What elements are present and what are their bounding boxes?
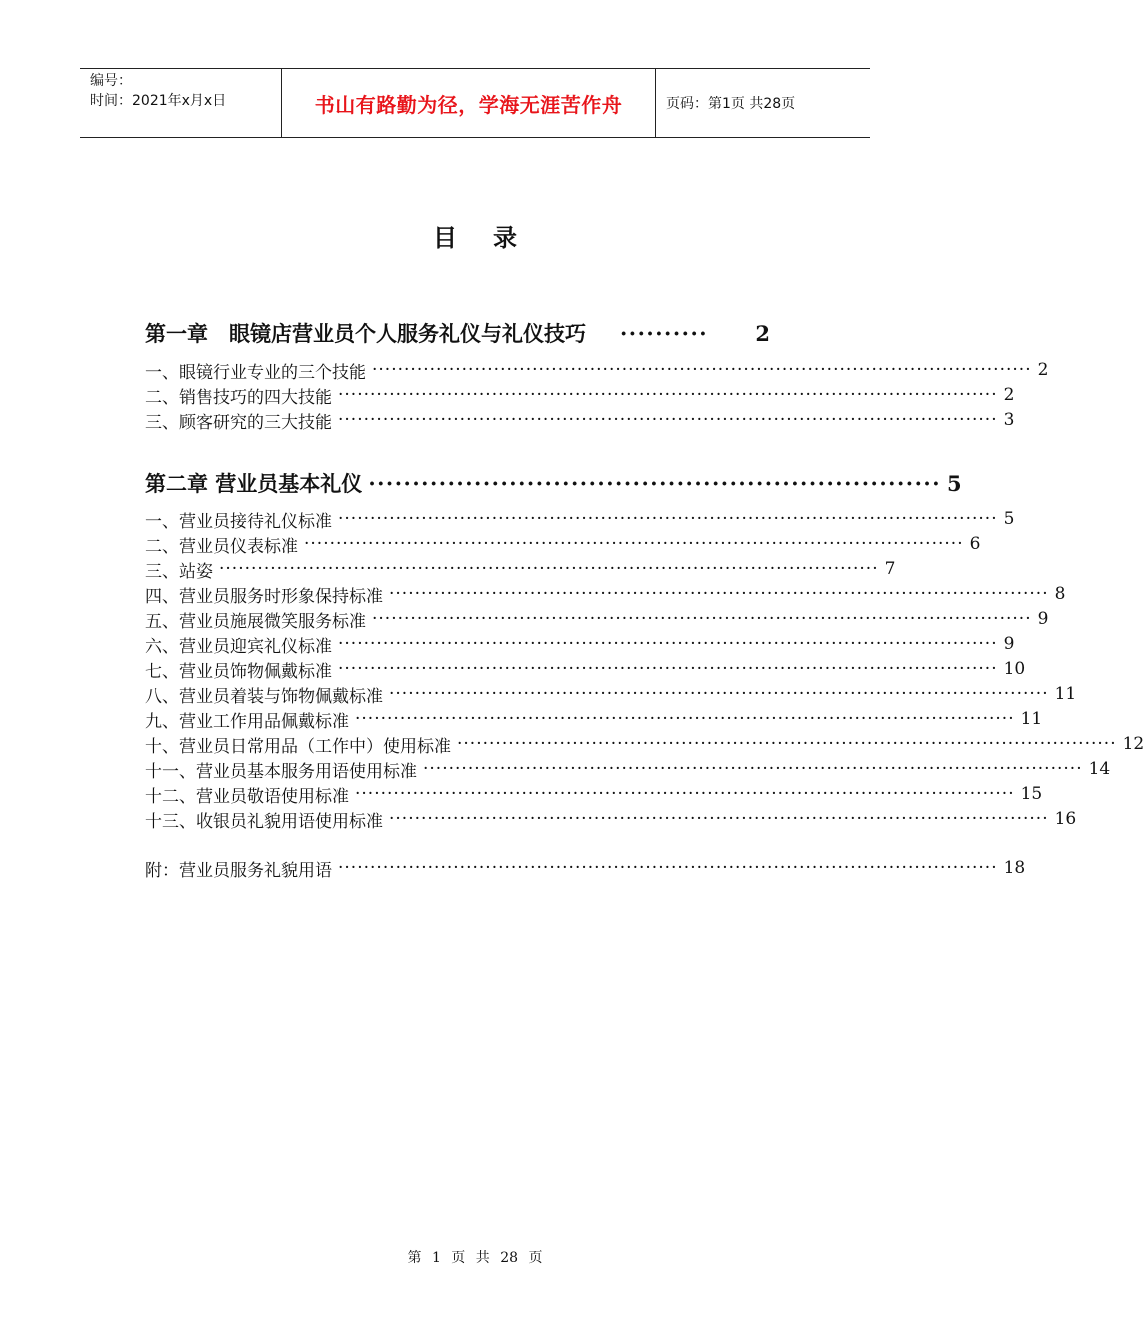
leader-dots: ······································································································· — [457, 734, 1117, 754]
entry-page: 2 — [1003, 385, 1015, 405]
entry-label: 十三、收银员礼貌用语使用标准 — [145, 811, 383, 832]
leader-dots: ······································································································· — [389, 684, 1049, 704]
entry-label: 七、营业员饰物佩戴标准 — [145, 661, 332, 682]
entry-label: 四、营业员服务时形象保持标准 — [145, 586, 383, 607]
chapter-page: 2 — [755, 320, 770, 346]
leader-dots: ·········· — [620, 320, 709, 346]
toc-entry[interactable] — [145, 757, 1111, 782]
leader-dots: ······································································································· — [338, 509, 998, 529]
toc-entry[interactable] — [145, 408, 1015, 433]
toc-entry[interactable] — [145, 682, 1077, 707]
entry-page: 2 — [1037, 360, 1049, 380]
leader-dots: ······································································································· — [338, 659, 998, 679]
header-page-info-cell — [656, 69, 870, 137]
entry-page: 9 — [1037, 609, 1049, 629]
entry-label: 十、营业员日常用品（工作中）使用标准 — [145, 736, 451, 757]
entry-label: 二、销售技巧的四大技能 — [145, 387, 332, 408]
entry-page: 8 — [1054, 584, 1066, 604]
leader-dots: ······································································································· — [338, 634, 998, 654]
toc-chapter-1[interactable] — [145, 318, 770, 348]
entry-label: 一、营业员接待礼仪标准 — [145, 511, 332, 532]
leader-dots: ······································································································· — [372, 609, 1032, 629]
entry-label: 三、顾客研究的三大技能 — [145, 412, 332, 433]
toc-entry[interactable] — [145, 507, 1015, 532]
entry-label: 五、营业员施展微笑服务标准 — [145, 611, 366, 632]
leader-dots: ······································································································· — [219, 559, 879, 579]
toc-entry[interactable] — [145, 358, 1049, 383]
toc-entry[interactable] — [145, 532, 981, 557]
header-meta — [80, 69, 282, 137]
entry-page: 3 — [1003, 410, 1015, 430]
entry-page: 16 — [1054, 809, 1077, 829]
entry-label: 二、营业员仪表标准 — [145, 536, 298, 557]
toc-entry[interactable] — [145, 707, 1043, 732]
header-motto: 书山有路勤为径，学海无涯苦作舟 — [314, 92, 623, 117]
leader-dots: ······································································································· — [304, 534, 964, 554]
leader-dots: ······································································································· — [355, 784, 1015, 804]
header-motto-cell — [282, 69, 656, 137]
entry-page: 11 — [1054, 684, 1077, 704]
entry-page: 15 — [1020, 784, 1043, 804]
toc-entry[interactable] — [145, 807, 1077, 832]
page-footer: 第 1 页 共 28 页 — [407, 1250, 543, 1266]
entry-label: 十二、营业员敬语使用标准 — [145, 786, 349, 807]
header-time-label: 时间：2021年x月x日 — [90, 93, 227, 109]
leader-dots: ······································································································· — [389, 809, 1049, 829]
leader-dots: ······································································································· — [423, 759, 1083, 779]
leader-dots: ······································································································· — [338, 385, 998, 405]
toc-appendix[interactable] — [145, 856, 1026, 881]
page-header — [80, 68, 870, 138]
entry-label: 一、眼镜行业专业的三个技能 — [145, 362, 366, 383]
leader-dots: ······································································································· — [355, 709, 1015, 729]
entry-label: 十一、营业员基本服务用语使用标准 — [145, 761, 417, 782]
entry-label: 九、营业工作用品佩戴标准 — [145, 711, 349, 732]
toc-entry[interactable] — [145, 582, 1066, 607]
leader-dots: ······································································································· — [372, 360, 1032, 380]
chapter-page: 5 — [947, 470, 962, 496]
chapter-title: 第一章 眼镜店营业员个人服务礼仪与礼仪技巧 — [145, 321, 586, 346]
entry-page: 11 — [1020, 709, 1043, 729]
header-page-info: 页码：第1页 共28页 — [666, 96, 796, 112]
toc-entry[interactable] — [145, 657, 1026, 682]
leader-dots: ······································································································· — [338, 858, 998, 878]
appendix-page: 18 — [1003, 858, 1026, 878]
toc-entry[interactable] — [145, 557, 896, 582]
leader-dots: ······································································································· — [389, 584, 1049, 604]
leader-dots: ································································· — [368, 470, 942, 496]
appendix-label: 附：营业员服务礼貌用语 — [145, 860, 332, 881]
entry-label: 三、站姿 — [145, 561, 213, 582]
entry-page: 10 — [1003, 659, 1026, 679]
entry-page: 12 — [1122, 734, 1144, 754]
toc-entry[interactable] — [145, 607, 1049, 632]
leader-dots: ······································································································· — [338, 410, 998, 430]
entry-label: 六、营业员迎宾礼仪标准 — [145, 636, 332, 657]
entry-page: 14 — [1088, 759, 1111, 779]
toc-title: 目录 — [433, 223, 553, 252]
entry-page: 7 — [884, 559, 896, 579]
toc-entry[interactable] — [145, 632, 1015, 657]
entry-label: 八、营业员着装与饰物佩戴标准 — [145, 686, 383, 707]
entry-page: 6 — [969, 534, 981, 554]
entry-page: 5 — [1003, 509, 1015, 529]
toc-entry[interactable] — [145, 782, 1043, 807]
header-number-label: 编号： — [90, 73, 132, 89]
entry-page: 9 — [1003, 634, 1015, 654]
chapter-title: 第二章 营业员基本礼仪 — [145, 471, 363, 496]
toc-chapter-2[interactable] — [145, 468, 962, 498]
toc-entry[interactable] — [145, 732, 1144, 757]
toc-entry[interactable] — [145, 383, 1015, 408]
